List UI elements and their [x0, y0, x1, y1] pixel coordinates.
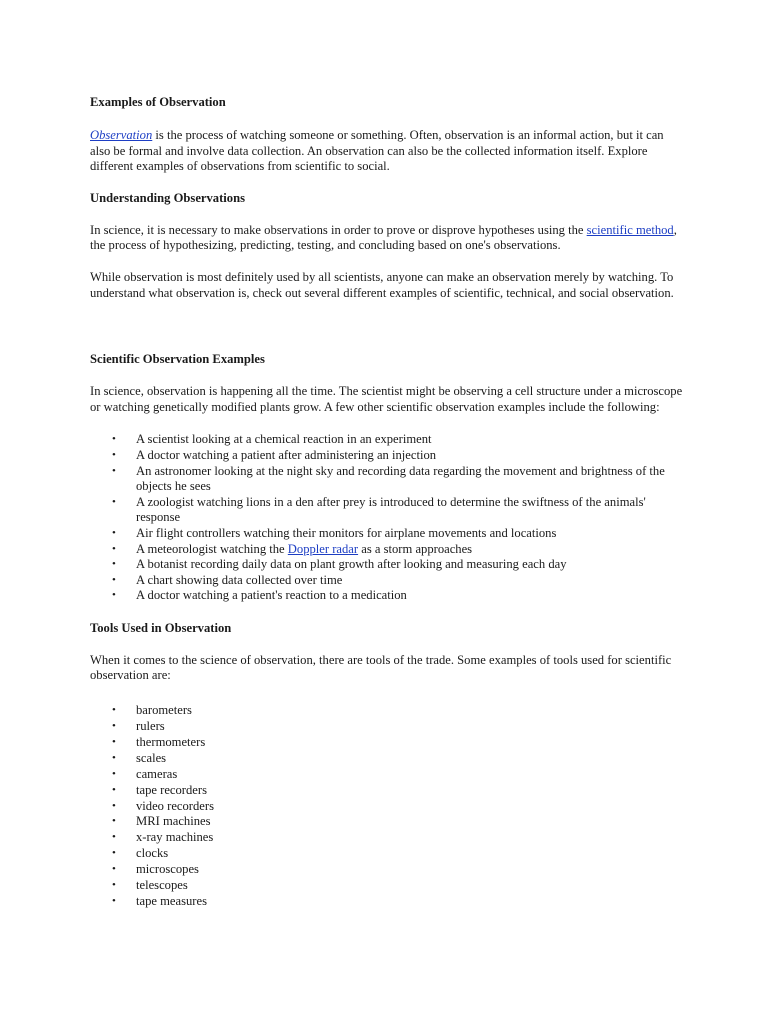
list-item [90, 542, 686, 558]
list-item: • scales [90, 751, 686, 767]
tools-list [90, 703, 686, 910]
list-item: • Air flight controllers watching their monitors for airplane movements and locations [90, 526, 686, 542]
list-item: • thermometers [90, 735, 686, 751]
scientific-heading: Scientific Observation Examples [90, 352, 265, 367]
list-item: • video recorders [90, 799, 686, 815]
tools-heading: Tools Used in Observation [90, 620, 232, 635]
scientific-intro: In science, observation is happening all the time. The scientist might be observing a cell structure under a microscope or watching genetically modified plants grow. A few other scientific observation examples include the following: [90, 384, 683, 414]
list-item: • A doctor watching a patient after administering an injection [90, 448, 686, 464]
meteorologist-text-after: as a storm approaches [358, 541, 473, 556]
understanding-paragraph-1 [90, 223, 686, 254]
list-item: • x-ray machines [90, 830, 686, 846]
list-item: • MRI machines [90, 814, 686, 830]
meteorologist-text-before: A meteorologist watching the [136, 541, 288, 556]
list-item: • tape recorders [90, 783, 686, 799]
understanding-heading: Understanding Observations [90, 190, 245, 205]
list-item: • clocks [90, 846, 686, 862]
understanding-paragraph-2: While observation is most definitely used by all scientists, anyone can make an observation merely by watching. To understand what observation is, check out several different examples of scientific, technical, and social observation. [90, 269, 674, 300]
scientific-method-link[interactable]: scientific method [586, 222, 674, 237]
understanding-text-before: In science, it is necessary to make observations in order to prove or disprove hypotheses using the [90, 222, 587, 237]
tools-intro: When it comes to the science of observation, there are tools of the trade. Some examples of tools used for scientific observation are: [90, 652, 672, 683]
list-item: • rulers [90, 719, 686, 735]
doppler-radar-link[interactable]: Doppler radar [287, 541, 359, 556]
observation-link[interactable]: Observation [90, 128, 153, 142]
list-item: • A botanist recording daily data on plant growth after looking and measuring each day [90, 557, 686, 573]
list-item: • A doctor watching a patient's reaction to a medication [90, 588, 686, 604]
list-item: • cameras [90, 767, 686, 783]
list-item: • A zoologist watching lions in a den after prey is introduced to determine the swiftness of the animals' response [90, 495, 686, 526]
list-item: • A chart showing data collected over time [90, 573, 686, 589]
list-item: • tape measures [90, 894, 686, 910]
list-item: • A scientist looking at a chemical reaction in an experiment [90, 432, 686, 448]
list-item: • barometers [90, 703, 686, 719]
page-title: Examples of Observation [90, 95, 226, 109]
intro-text: is the process of watching someone or something. Often, observation is an informal action, but it can also be formal and involve data collection. An observation can also be the collected information itself. Explore different examples of observations from scientific to social. [90, 128, 664, 174]
list-item: • telescopes [90, 878, 686, 894]
intro-paragraph [90, 128, 686, 175]
document-body [90, 92, 686, 910]
understanding-text-after: , the process of hypothesizing, predicting, testing, and concluding based on one's observations. [90, 222, 677, 253]
scientific-examples-list [90, 432, 686, 604]
list-item: • An astronomer looking at the night sky and recording data regarding the movement and brightness of the objects he sees [90, 464, 686, 495]
list-item: • microscopes [90, 862, 686, 878]
